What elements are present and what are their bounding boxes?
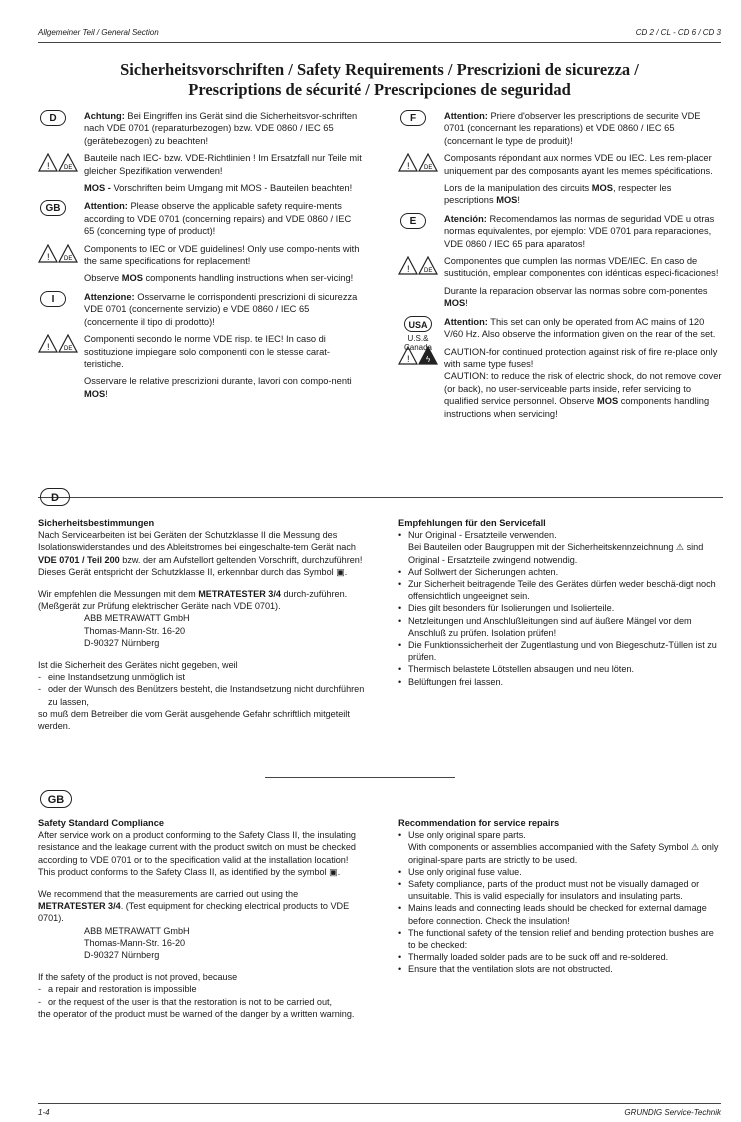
block-i: I Attenzione: Osservarne le corrispondenti prescrizioni di sicurezza VDE 0701 (concernente servizio) e VDE 0860 / IEC 65 (concernente il tipo di prodotto)! ! DE Componenti secondo le norme VDE risp. te IEC! In caso di sostituzione impiegare solo componenti con le stesse carat-teristiche. Osservare le relative prescrizioni durante, lavori con compo-nenti MOS! [38,291,363,400]
svg-text:!: ! [47,251,50,262]
list-item: • Use only original fuse value. [398,866,723,878]
warning-fire-icon [398,346,438,366]
list-item: • Use only original spare parts. [398,829,723,841]
svg-text:!: ! [47,161,50,172]
block-f: F Attention: Priere d'observer les prescriptions de securite VDE 0701 (concernant les reparations) et VDE 0860 / IEC 65 (concernant le type de produit)! ! DE Composants répondant aux normes VDE ou IEC. Les rem-placer uniquement par des composants ayant les memes spécifications. Lors de la manipulation des circuits MOS, respecter les pescriptions MOS! [398,110,723,207]
badge-gb-section: GB [40,790,72,808]
list-item: • Thermally loaded solder pads are to be suck off and re-soldered. [398,951,723,963]
de-safety-section: Sicherheitsbestimmungen Nach Servicearbeiten ist bei Geräten der Schutzklasse II die Messung des Isolationswiderstandes und des Ableitstromes bei eingeschalte-tem Gerät nach VDE 0701 / Teil 200 bzw. der am Aufstellort geltenden Vorschrift, durchzuführen! Dieses Gerät entspricht der Schutzklasse II, erkennbar durch das Symbol ▣. Wir empfehlen die Messungen mit dem METRATESTER 3/4 durch-zuführen. (Meßgerät zur Prüfung elektrischer Geräte nach VDE 0701). ABB METRAWATT GmbH Thomas-Mann-Str. 16-20 D-90327 Nürnberg Ist die Sicherheit des Gerätes nicht gegeben, weil - eine Instandsetzung unmöglich ist - oder der Wunsch des Benützers besteht, die Instandsetzung nicht durchführen zu lassen, so muß dem Betreiber die vom Gerät ausgehende Gefahr schriftlich mitgeteilt werden. [38,517,366,732]
badge-f: F [400,110,426,126]
page-title [38,60,721,100]
warning-esd-icon [38,244,78,264]
block-d: D Achtung: Bei Eingriffen ins Gerät sind die Sicherheitsvor-schriften nach VDE 0701 (reparaturbezogen) bzw. VDE 0860 / IEC 65 (gerätebezogen) zu beachten! ! DE Bauteile nach IEC- bzw. VDE-Richtlinien ! Im Ersatzfall nur Teile mit gleicher Spezifikation verwenden! MOS - Vorschriften beim Umgang mit MOS - Bauteilen beachten! [38,110,363,194]
list-item: • Ensure that the ventilation slots are not obstructed. [398,963,723,975]
svg-text:DE: DE [64,255,73,262]
list-item: • Netzleitungen und Anschlußleitungen sind auf äußere Mängel vor dem Anschluß zu prüfen. Isolation prüfen! [398,615,723,639]
title-line-1: Sicherheitsvorschriften / Safety Requirements / Prescrizioni de sicurezza / [120,60,639,79]
gb-heading: Safety Standard Compliance [38,818,165,828]
list-item: • Auf Sollwert der Sicherungen achten. [398,566,723,578]
list-item: • Dies gilt besonders für Isolierungen und Isolierteile. [398,602,723,614]
address-block: ABB METRAWATT GmbH Thomas-Mann-Str. 16-20 D-90327 Nürnberg [84,613,190,648]
header-left: Allgemeiner Teil / General Section [38,28,159,37]
block-usa: USA U.S.& Canada Attention: This set can only be operated from AC mains of 120 V/60 Hz. Also observe the information given on the rear of the set. ! ϟ CAUTION-for continued protection against risk of fire re-place only with same type fuses! CAUTION: to reduce the risk of electric shock, do not remove cover (or back), no user-serviceable parts inside, refer servicing to qualified service personnel. Observe MOS components handling instructions when servicing! [398,316,723,420]
badge-gb: GB [40,200,66,216]
footer-page-number: 1-4 [38,1108,50,1117]
block-e: E Atención: Recomendamos las normas de seguridad VDE u otras normas equivalentes, por ejemplo: VDE 0701 para reparaciones, VDE 0860 / IEC 65 para aparatos! ! DE Componentes que cumplen las normas VDE/IEC. En caso de sustitución, emplear componentes con idénticas especi-ficaciones! Durante la reparacion observar las normas sobre com-ponentes MOS! [398,213,723,310]
badge-d: D [40,110,66,126]
svg-text:DE: DE [64,165,73,172]
footer-rule [38,1103,721,1104]
badge-e: E [400,213,426,229]
address-block: ABB METRAWATT GmbH Thomas-Mann-Str. 16-20 D-90327 Nürnberg [84,925,190,961]
de-rec-heading: Empfehlungen für den Servicefall [398,518,546,528]
svg-text:ϟ: ϟ [426,354,431,364]
svg-text:!: ! [47,342,50,353]
usa-badge-group: USA U.S.& Canada [398,316,438,352]
badge-i: I [40,291,66,307]
page-header [38,28,721,42]
header-rule [38,42,721,43]
list-item: • Die Funktionssicherheit der Zugentlastung und von Biegeschutz-Tüllen ist zu prüfen. [398,639,723,663]
header-right: CD 2 / CL - CD 6 / CD 3 [635,28,721,37]
section-rule-2 [265,777,455,778]
list-item: • Safety compliance, parts of the product must not be visually damaged or unsuitable. This is valid especially for insulators and insulating parts. [398,878,723,902]
section-rule [38,497,723,498]
svg-text:!: ! [407,264,410,275]
de-heading: Sicherheitsbestimmungen [38,518,155,528]
svg-text:DE: DE [424,268,433,275]
gb-rec-heading: Recommendation for service repairs [398,818,560,828]
list-item: • Thermisch belastete Lötstellen absaugen und neu löten. [398,663,723,675]
right-column [398,110,723,426]
list-item: • The functional safety of the tension relief and bending protection bushes are to be checked: [398,927,723,951]
svg-text:!: ! [407,161,410,172]
warning-esd-icon [38,334,78,354]
list-item: • Nur Original - Ersatzteile verwenden. [398,529,723,541]
svg-text:DE: DE [424,165,433,172]
gb-safety-section: Safety Standard Compliance After service work on a product conforming to the Safety Class II, the insulating resistance and the leakage current with the product switch on must be checked according to VDE 0701 or to the specification valid at the installation location! This product conforms to the Safety Class II, as identified by the symbol ▣. We recommend that the measurements are carried out using the METRATESTER 3/4. (Test equipment for checking electrical products to VDE 0701). ABB METRAWATT GmbH Thomas-Mann-Str. 16-20 D-90327 Nürnberg If the safety of the product is not proved, because - a repair and restoration is impossible - or the request of the user is that the restoration is not to be carried out, the operator of the product must be warned of the danger by a written warning. [38,817,366,1020]
warning-esd-icon [398,256,438,276]
list-item: • Zur Sicherheit beitragende Teile des Gerätes dürfen weder beschä-digt noch offensichtlich ungeeignet sein. [398,578,723,602]
footer-brand: GRUNDIG Service-Technik [624,1108,721,1117]
badge-usa: USA [404,316,431,332]
warning-esd-icon [38,153,78,173]
badge-d-section: D [40,488,70,506]
svg-text:DE: DE [64,346,73,353]
title-line-2: Prescriptions de sécurité / Prescripciones de seguridad [188,80,571,99]
list-item: • Mains leads and connecting leads should be checked for external damage before connection. Check the insulation! [398,902,723,926]
left-column [38,110,363,406]
gb-recommendations: Recommendation for service repairs • Use only original spare parts. With components or assemblies accompanied with the Safety Symbol ⚠ only original-spare parts are strictly to be used. • Use only original fuse value. • Safety compliance, parts of the product must not be visually damaged or unsuitable. This is valid especially for insulators and insulating parts. • Mains leads and connecting leads should be checked for external damage before connection. Check the insulation! • The functional safety of the tension relief and bending protection bushes are to be checked: • Thermally loaded solder pads are to be suck off and re-soldered. • Ensure that the ventilation slots are not obstructed. [398,817,723,976]
list-item: • Belüftungen frei lassen. [398,676,723,688]
de-recommendations: Empfehlungen für den Servicefall • Nur Original - Ersatzteile verwenden. Bei Bauteilen oder Baugruppen mit der Sicherheitskennzeichnung ⚠ sind Original - Ersatzteile zwingend notwendig. • Auf Sollwert der Sicherungen achten. • Zur Sicherheit beitragende Teile des Gerätes dürfen weder beschä-digt noch offensichtlich ungeeignet sein. • Dies gilt besonders für Isolierungen und Isolierteile. • Netzleitungen und Anschlußleitungen sind auf äußere Mängel vor dem Anschluß zu prüfen. Isolation prüfen! • Die Funktionssicherheit der Zugentlastung und von Biegeschutz-Tüllen ist zu prüfen. • Thermisch belastete Lötstellen absaugen und neu löten. • Belüftungen frei lassen. [398,517,723,688]
warning-esd-icon [398,153,438,173]
block-gb: GB Attention: Please observe the applicable safety require-ments according to VDE 0701 (concerning repairs) and VDE 0860 / IEC 65 (concerning type of product)! ! DE Components to IEC or VDE guidelines! Only use compo-nents with the same specifications for replacement! Observe MOS components handling instructions when ser-vicing! [38,200,363,284]
svg-text:!: ! [407,353,410,364]
